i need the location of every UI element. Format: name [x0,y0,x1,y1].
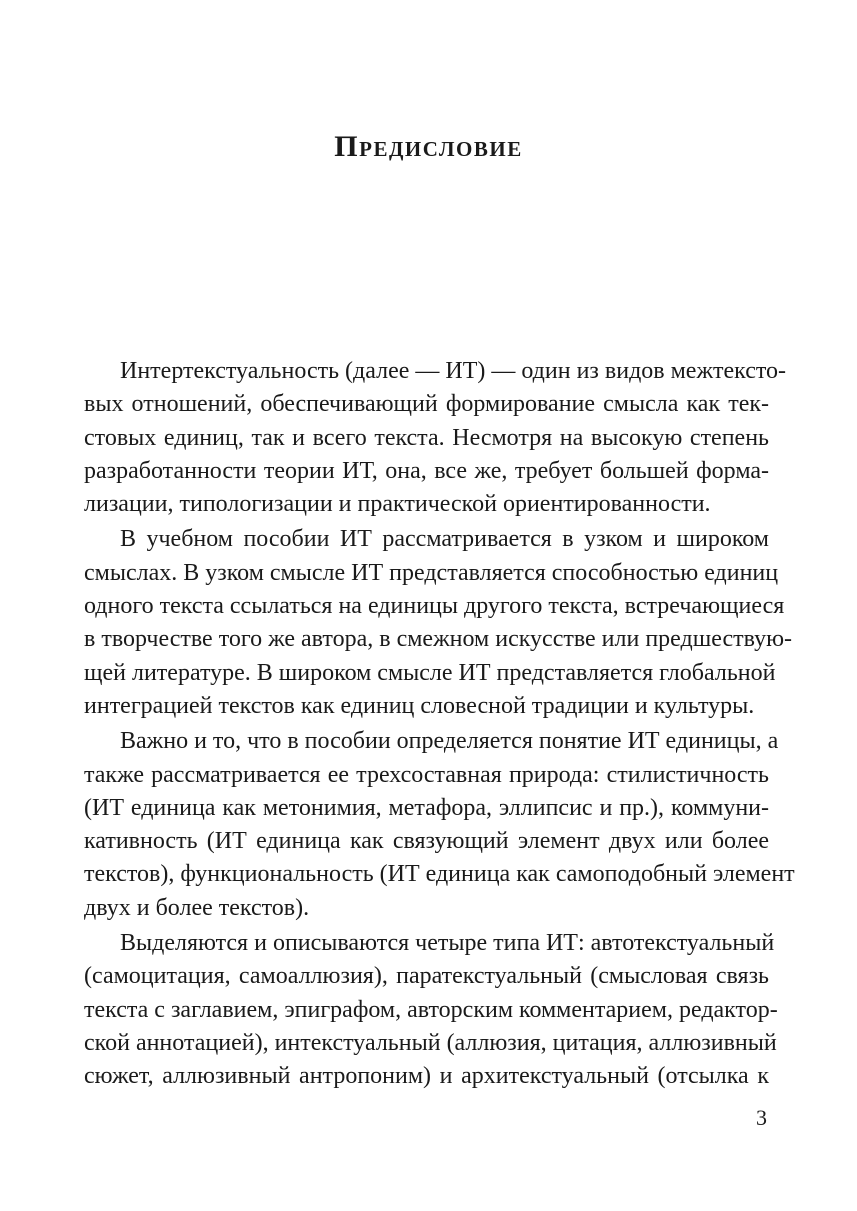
text-line: интеграцией текстов как единиц словесной традиции и культуры. [84,692,755,719]
text-line: В учебном пособии ИТ рассматривается в узком и широком [120,526,769,553]
text-line: одного текста ссылаться на единицы другого текста, встречающиеся [84,593,785,620]
text-line: двух и более текстов). [84,894,310,921]
paragraph-3 [84,725,795,925]
text-line: в творчестве того же автора, в смежном искусстве или предшествую- [84,626,793,653]
text-line: ской аннотацией), интекстуальный (аллюзия, цитация, аллюзивный [84,1029,777,1056]
text-line: вых отношений, обеспечивающий формирование смысла как тек- [84,391,769,418]
text-line: текстов), функциональность (ИТ единица как самоподобный элемент [84,861,795,888]
text-line: сюжет, аллюзивный антропоним) и архитекстуальный (отсылка к [84,1063,769,1090]
text-line: разработанности теории ИТ, она, все же, требует большей форма- [84,457,769,484]
text-line: (самоцитация, самоаллюзия), паратекстуальный (смысловая связь [84,963,769,990]
text-line: Выделяются и описываются четыре типа ИТ: автотекстуальный [120,930,775,957]
text-line: стовых единиц, так и всего текста. Несмотря на высокую степень [84,424,769,451]
paragraph-1 [84,355,787,521]
body-text [84,355,795,1094]
text-line: лизации, типологизации и практической ориентированности. [84,491,711,518]
text-line: текста с заглавием, эпиграфом, авторским комментарием, редактор- [84,996,778,1023]
text-line: Интертекстуальность (далее — ИТ) — один из видов межтексто- [120,358,787,384]
page-title: Предисловие [334,130,523,163]
paragraph-4 [84,927,778,1093]
page-number: 3 [756,1105,767,1130]
text-line: также рассматривается ее трехсоставная природа: стилистичность [84,761,769,788]
paragraph-2 [84,523,793,723]
text-line: (ИТ единица как метонимия, метафора, эллипсис и пр.), коммуни- [84,794,769,821]
text-line: кативность (ИТ единица как связующий элемент двух или более [84,828,769,855]
text-line: Важно и то, что в пособии определяется понятие ИТ единицы, а [120,728,779,755]
text-line: смыслах. В узком смысле ИТ представляется способностью единиц [84,559,779,586]
text-line: щей литературе. В широком смысле ИТ представляется глобальной [84,659,776,686]
